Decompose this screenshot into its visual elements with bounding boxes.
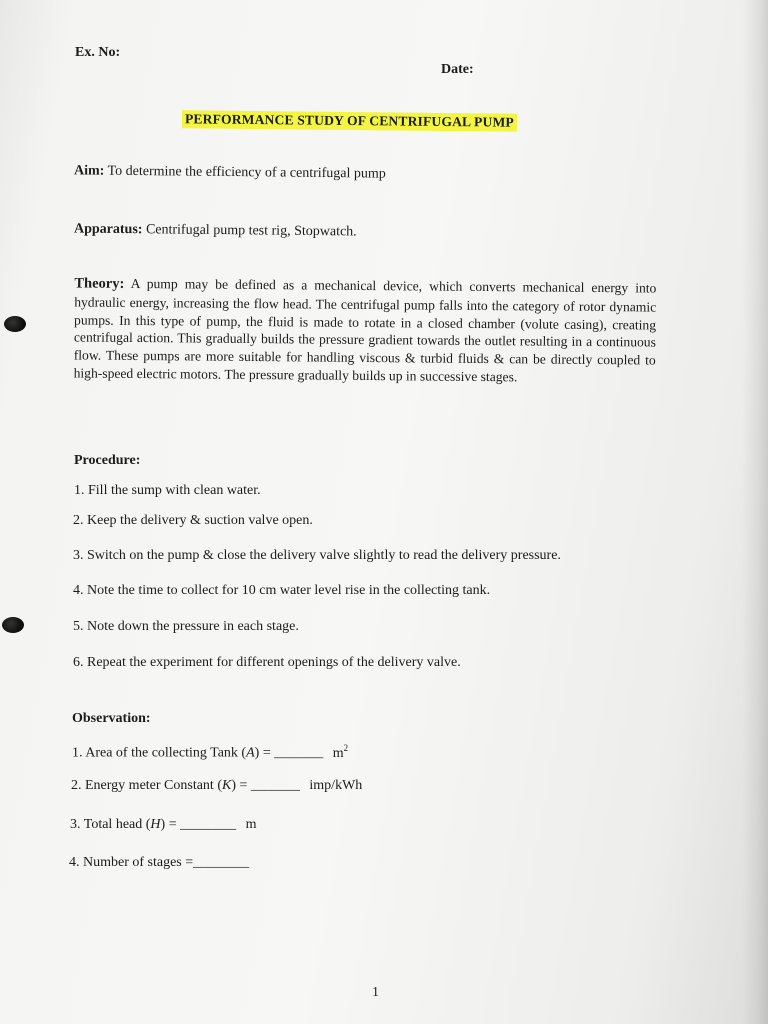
observation-heading: Observation: — [72, 711, 151, 726]
procedure-heading: Procedure: — [74, 453, 141, 468]
observation-unit: m — [245, 817, 257, 832]
observation-unit-sup: 2 — [343, 743, 349, 753]
binder-hole-bottom — [2, 617, 24, 633]
aim-section — [74, 162, 386, 183]
procedure-step: 2. Keep the delivery & suction valve open. — [73, 513, 313, 528]
apparatus-text: Centrifugal pump test rig, Stopwatch. — [145, 222, 357, 240]
observation-text: 1. Area of the collecting Tank ( — [72, 745, 247, 761]
theory-label: Theory: — [74, 275, 125, 292]
observation-item — [72, 739, 348, 763]
apparatus-section — [74, 221, 357, 242]
observation-variable: A — [246, 745, 255, 761]
observation-unit: m — [332, 745, 344, 761]
observation-text: ) = — [231, 778, 251, 793]
aim-label: Aim: — [73, 163, 105, 179]
binder-hole-top — [4, 316, 26, 332]
observation-variable: H — [150, 817, 161, 832]
procedure-step: 3. Switch on the pump & close the delivery valve slightly to read the delivery pressure. — [73, 548, 561, 563]
page-edge-shadow — [742, 0, 768, 1024]
observation-item — [69, 854, 249, 872]
observation-text: 3. Total head ( — [70, 817, 151, 832]
observation-text: 2. Energy meter Constant ( — [71, 778, 222, 793]
observation-unit: imp/kWh — [309, 778, 363, 793]
observation-variable: K — [222, 778, 232, 793]
procedure-step: 6. Repeat the experiment for different openings of the delivery valve. — [73, 655, 461, 670]
observation-blank: ________ — [193, 855, 250, 870]
ex-no-label: Ex. No: — [75, 45, 121, 60]
observation-item — [71, 777, 362, 795]
aim-text: To determine the efficiency of a centrifugal pump — [107, 163, 386, 182]
observation-blank: ________ — [180, 817, 237, 832]
observation-text: ) = — [254, 745, 275, 761]
date-label: Date: — [441, 62, 474, 77]
observation-blank: _______ — [274, 745, 324, 761]
procedure-step: 1. Fill the sump with clean water. — [74, 483, 261, 498]
apparatus-label: Apparatus: — [73, 221, 143, 238]
procedure-step: 4. Note the time to collect for 10 cm water level rise in the collecting tank. — [73, 583, 491, 598]
theory-text: A pump may be defined as a mechanical device, which converts mechanical energy into hydraulic energy, increasing the flow head. The centrifugal pump falls into the category of rotor dynamic pumps. In this type of pump, the fluid is made to rotate in a closed chamber (volute casing), creating centrifugal action. This gradually builds the pressure gradient towards the outlet resulting in a continuous flow. These pumps are more suitable for handling viscous & turbid fluids & can be directly coupled to high-speed electric motors. The pressure gradually builds up in successive stages. — [73, 275, 657, 385]
page-title: PERFORMANCE STUDY OF CENTRIFUGAL PUMP — [182, 110, 517, 132]
observation-blank: _______ — [250, 778, 300, 793]
observation-text: 4. Number of stages = — [69, 855, 194, 870]
observation-text: ) = — [160, 817, 181, 832]
observation-item — [70, 816, 256, 834]
theory-section — [74, 274, 657, 387]
procedure-step: 5. Note down the pressure in each stage. — [73, 619, 299, 634]
page-number: 1 — [372, 985, 379, 1000]
